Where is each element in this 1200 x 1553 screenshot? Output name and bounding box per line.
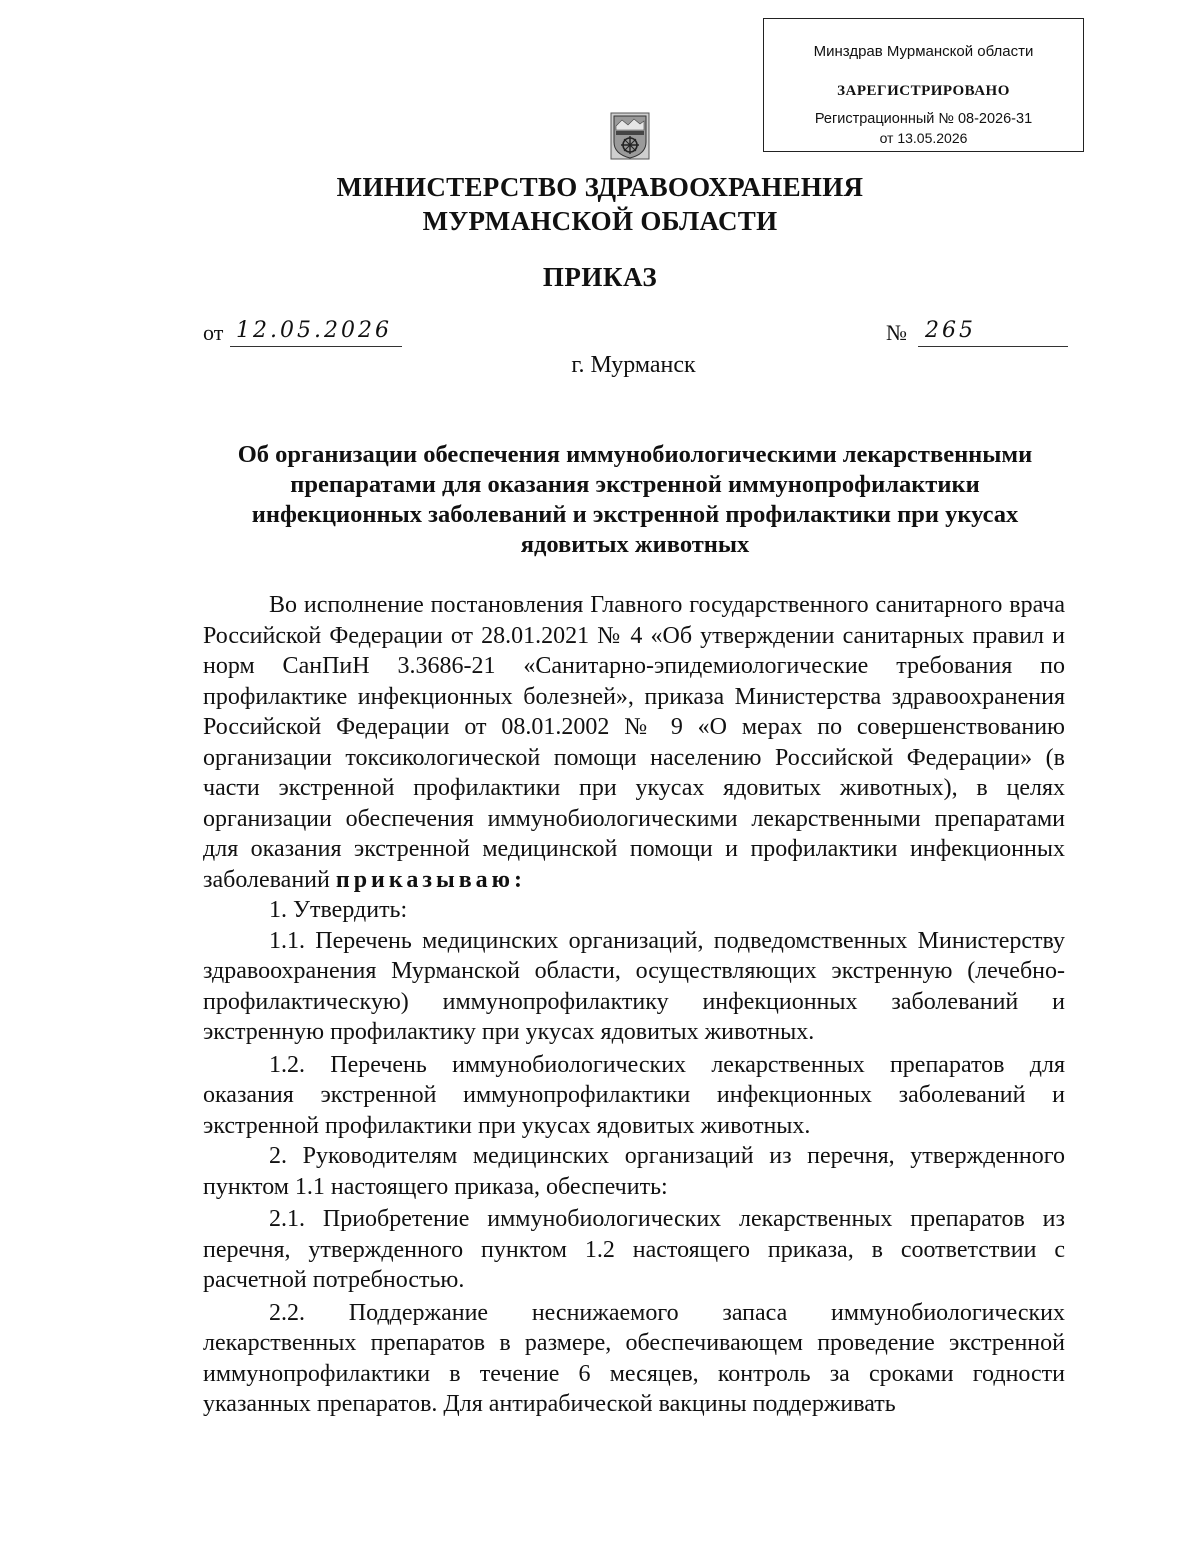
stamp-organization: Минздрав Мурманской области (813, 43, 1034, 60)
document-type: ПРИКАЗ (542, 262, 658, 292)
stamp-status: ЗАРЕГИСТРИРОВАНО (837, 83, 1010, 99)
paragraph-1-1: 1.1. Перечень медицинских организаций, подведомственных Министерству здравоохранения Мурманской области, осуществляющих экстренную (лечебно-профилактическую) иммунопрофилактику инфекционных заболеваний и экстренную профилактику при укусах ядовитых животных. (203, 927, 1065, 1045)
paragraph-2-1: 2.1. Приобретение иммунобиологических лекарственных препаратов из перечня, утвержденного пунктом 1.2 настоящего приказа, в соответствии с расчетной потребностью. (203, 1206, 1065, 1293)
ministry-name-line2: МУРМАНСКОЙ ОБЛАСТИ (422, 206, 778, 236)
order-date: 12.05.2026 (236, 318, 392, 343)
title-line: Об организации обеспечения иммунобиологическими лекарственными (237, 441, 1033, 468)
stamp-registration-number: Регистрационный № 08-2026-31 (814, 111, 1033, 127)
date-underline (230, 346, 402, 347)
number-label: № (886, 320, 907, 345)
coat-of-arms-icon (610, 112, 650, 160)
document-body (203, 590, 1065, 1420)
title-line: ядовитых животных (520, 531, 750, 558)
stamp-registration-date: от 13.05.2026 (879, 130, 968, 146)
order-number: 265 (925, 318, 976, 343)
number-underline (918, 346, 1068, 347)
paragraph-1: 1. Утвердить: (269, 897, 408, 923)
title-line: препаратами для оказания экстренной иммунопрофилактики (290, 471, 980, 498)
document-title (200, 440, 1070, 560)
paragraph-2-2: 2.2. Поддержание неснижаемого запаса иммунобиологических лекарственных препаратов в размере, обеспечивающем проведение экстренной иммунопрофилактики в течение 6 месяцев, контроль за сроками годности указанных препаратов. Для антирабической вакцины поддерживать (203, 1299, 1065, 1417)
date-label: от (203, 320, 224, 345)
preamble-text: Во исполнение постановления Главного государственного санитарного врача Российской Федерации от 28.01.2021 № 4 «Об утверждении санитарных правил и норм СанПиН 3.3686-21 «Санитарно-эпидемиологические требования по профилактике инфекционных болезней», приказа Министерства здравоохранения Российской Федерации от 08.01.2002 № 9 «О мерах по совершенствованию организации токсикологической помощи населению Российской Федерации» (в части экстренной профилактики при укусах ядовитых животных), в целях организации обеспечения иммунобиологическими лекарственными препаратами для оказания экстренной медицинской помощи и профилактики инфекционных заболеваний (203, 592, 1065, 893)
preamble-paragraph (203, 590, 1065, 895)
registration-stamp (763, 18, 1084, 152)
order-word: приказываю: (335, 866, 527, 893)
ministry-name-line1: МИНИСТЕРСТВО ЗДРАВООХРАНЕНИЯ (336, 172, 864, 202)
paragraph-1-2: 1.2. Перечень иммунобиологических лекарственных препаратов для оказания экстренной иммунопрофилактики инфекционных заболеваний и экстренной профилактики при укусах ядовитых животных. (203, 1051, 1065, 1139)
ministry-name (0, 170, 1200, 238)
paragraph-2: 2. Руководителям медицинских организаций из перечня, утвержденного пунктом 1.1 настоящего приказа, обеспечить: (203, 1143, 1065, 1200)
city: г. Мурманск (571, 352, 696, 378)
title-line: инфекционных заболеваний и экстренной профилактики при укусах (251, 501, 1019, 528)
